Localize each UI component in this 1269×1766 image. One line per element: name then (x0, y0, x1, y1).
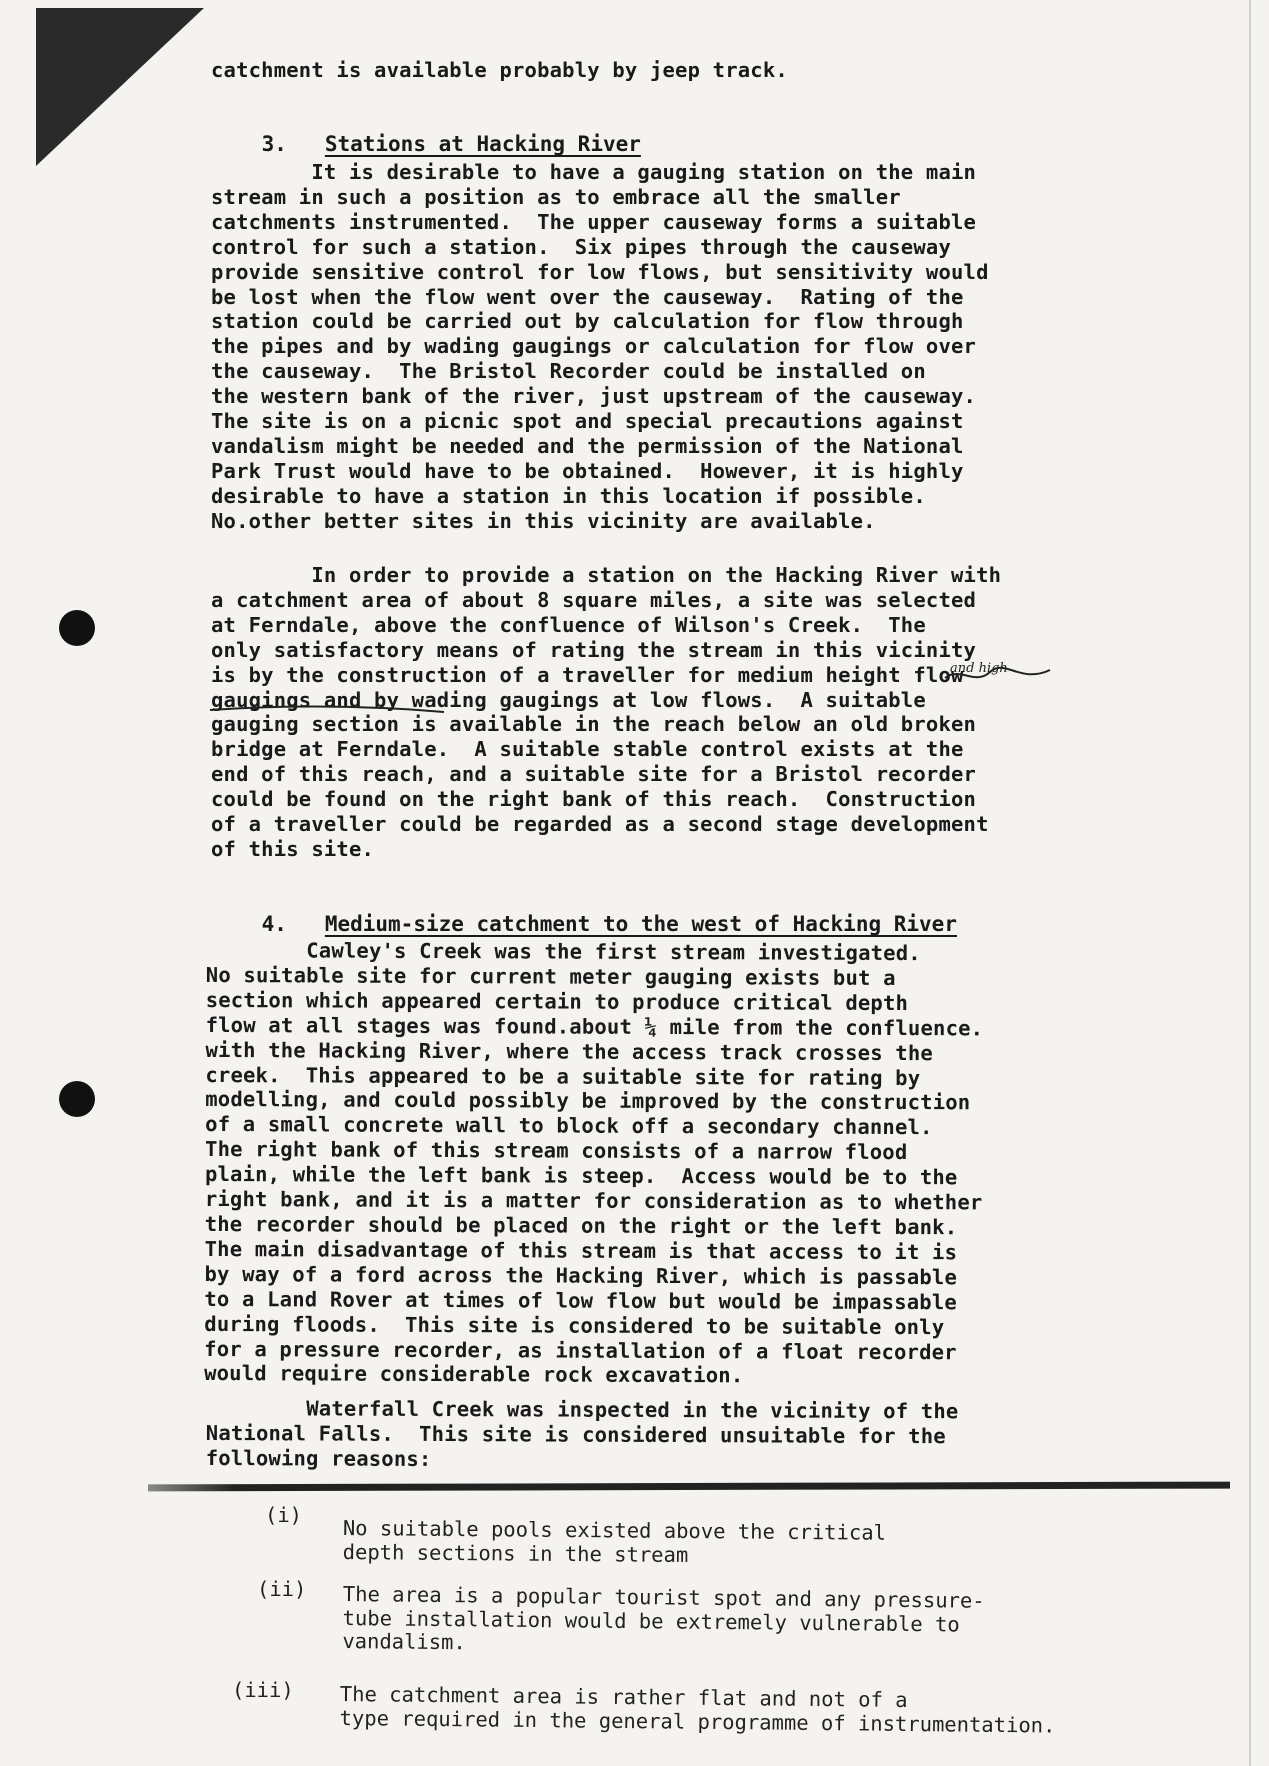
paragraph-stations-main: It is desirable to have a gauging station on the main stream in such a position as to embrace all the smaller catchments instrumented. The upper causeway forms a suitable control for such a station. Six pipes through the causeway provide sensitive control for low flows, but sensitivity would be lost when the flow went over the causeway. Rating of the station could be carried out by calculation for flow through the pipes and by wading gaugings or calculation for flow over the causeway. The Bristol Recorder could be installed on the western bank of the river, just upstream of the causeway. The site is on a picnic spot and special precautions against vandalism might be needed and the permission of the National Park Trust would have to be obtained. However, it is highly desirable to have a station in this location if possible. No.other better sites in this vicinity are available. (211, 160, 989, 533)
reason-number: (iii) (232, 1678, 294, 1702)
handwritten-note: and high (950, 661, 1008, 676)
paragraph-waterfall-creek: Waterfall Creek was inspected in the vicinity of the National Falls. This site is considered unsuitable for the following reasons: (205, 1396, 959, 1471)
handwritten-correction (940, 660, 1060, 690)
reason-number: (ii) (257, 1577, 307, 1601)
punch-hole (59, 610, 95, 646)
reason-text: The catchment area is rather flat and not of a type required in the general programme of instrumentation. (339, 1682, 1056, 1737)
reason-number: (i) (265, 1503, 303, 1527)
underline-mark (208, 700, 448, 720)
section-title: Medium-size catchment to the west of Hacking River (324, 912, 957, 936)
section-number: 4. (261, 912, 287, 936)
reason-text: No suitable pools existed above the critical depth sections in the stream (342, 1516, 887, 1567)
paragraph-cawleys-creek: Cawley's Creek was the first stream investigated. No suitable site for current meter gauging exists but a section which appeared certain to produce critical depth flow at all stages was found.about ¼ mile from the confluence. with the Hacking River, where the access track crosses the creek. This appeared to be a suitable site for rating by modelling, and could possibly be improved by the construction of a small concrete wall to block off a secondary channel. The right bank of this stream consists of a narrow flood plain, while the left bank is steep. Access would be to the right bank, and it is a matter for consideration as to whether the recorder should be placed on the right or the left bank. The main disadvantage of this stream is that access to it is by way of a ford across the Hacking River, which is passable to a Land Rover at times of low flow but would be impassable during floods. This site is considered to be suitable only for a pressure recorder, as installation of a float recorder would require considerable rock excavation. (204, 938, 984, 1388)
page-edge-line (1249, 0, 1251, 1766)
page-fold-rule (148, 1482, 1230, 1492)
paragraph-ferndale: In order to provide a station on the Hacking River with a catchment area of about 8 square miles, a site was selected at Ferndale, above the confluence of Wilson's Creek. The only satisfactory means of rating the stream in this vicinity is by the construction of a traveller for medium height flow gaugings and by wading gaugings at low flows. A suitable gauging section is available in the reach below an old broken bridge at Ferndale. A suitable stable control exists at the end of this reach, and a suitable site for a Bristol recorder could be found on the right bank of this reach. Construction of a traveller could be regarded as a second stage development of this site. (211, 563, 1002, 861)
intro-line: catchment is available probably by jeep track. (211, 58, 788, 82)
punch-hole (59, 1081, 95, 1117)
corner-shadow (36, 8, 204, 166)
section-number: 3. (261, 132, 287, 156)
reason-text: The area is a popular tourist spot and any pressure- tube installation would be extremely vulnerable to vandalism. (342, 1582, 985, 1655)
section-title: Stations at Hacking River (324, 132, 641, 156)
